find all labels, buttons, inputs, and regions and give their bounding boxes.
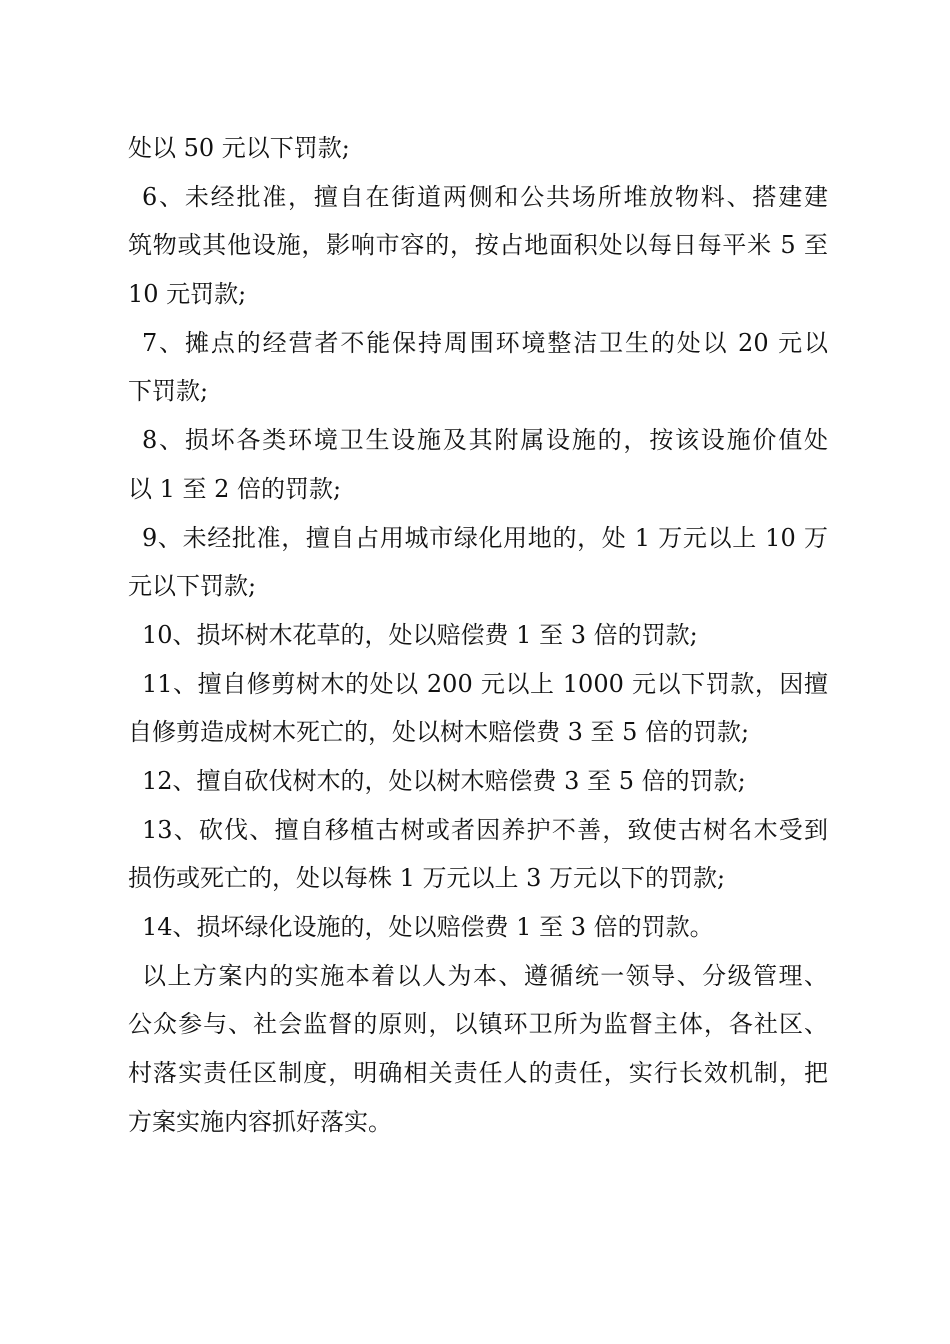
text-line: 7、摊点的经营者不能保持周围环境整洁卫生的处以 20 元以 — [142, 328, 828, 357]
text-line: 6、未经批准，擅自在街道两侧和公共场所堆放物料、搭建建 — [142, 182, 828, 211]
text-line: 8、损坏各类环境卫生设施及其附属设施的，按该设施价值处 — [142, 426, 828, 455]
text-line: 14、损坏绿化设施的，处以赔偿费 1 至 3 倍的罚款。 — [142, 913, 714, 941]
text-line: 10、损坏树木花草的，处以赔偿费 1 至 3 倍的罚款; — [142, 620, 698, 649]
text-line: 方案实施内容抓好落实。 — [128, 1107, 392, 1136]
text-line: 9、未经批准，擅自占用城市绿化用地的，处 1 万元以上 10 万 — [142, 523, 828, 552]
document-body — [128, 124, 828, 1146]
text-line: 公众参与、社会监督的原则，以镇环卫所为监督主体，各社区、 — [128, 1010, 828, 1039]
text-line: 下罚款; — [128, 377, 209, 406]
text-line: 自修剪造成树木死亡的，处以树木赔偿费 3 至 5 倍的罚款; — [128, 718, 750, 747]
text-line: 元以下罚款; — [128, 572, 257, 601]
text-line: 筑物或其他设施，影响市容的，按占地面积处以每日每平米 5 至 — [128, 231, 828, 260]
text-line: 村落实责任区制度，明确相关责任人的责任，实行长效机制，把 — [128, 1059, 828, 1088]
text-line: 13、砍伐、擅自移植古树或者因养护不善，致使古树名木受到 — [142, 815, 828, 844]
text-line: 以 1 至 2 倍的罚款; — [128, 474, 342, 503]
text-line: 10 元罚款; — [128, 280, 247, 309]
text-line: 12、擅自砍伐树木的，处以树木赔偿费 3 至 5 倍的罚款; — [142, 766, 746, 795]
text-line: 以上方案内的实施本着以人为本、遵循统一领导、分级管理、 — [142, 961, 828, 990]
text-line: 损伤或死亡的，处以每株 1 万元以上 3 万元以下的罚款; — [128, 864, 726, 893]
text-line: 11、擅自修剪树木的处以 200 元以上 1000 元以下罚款，因擅 — [142, 669, 828, 698]
text-line: 处以 50 元以下罚款; — [128, 134, 350, 162]
